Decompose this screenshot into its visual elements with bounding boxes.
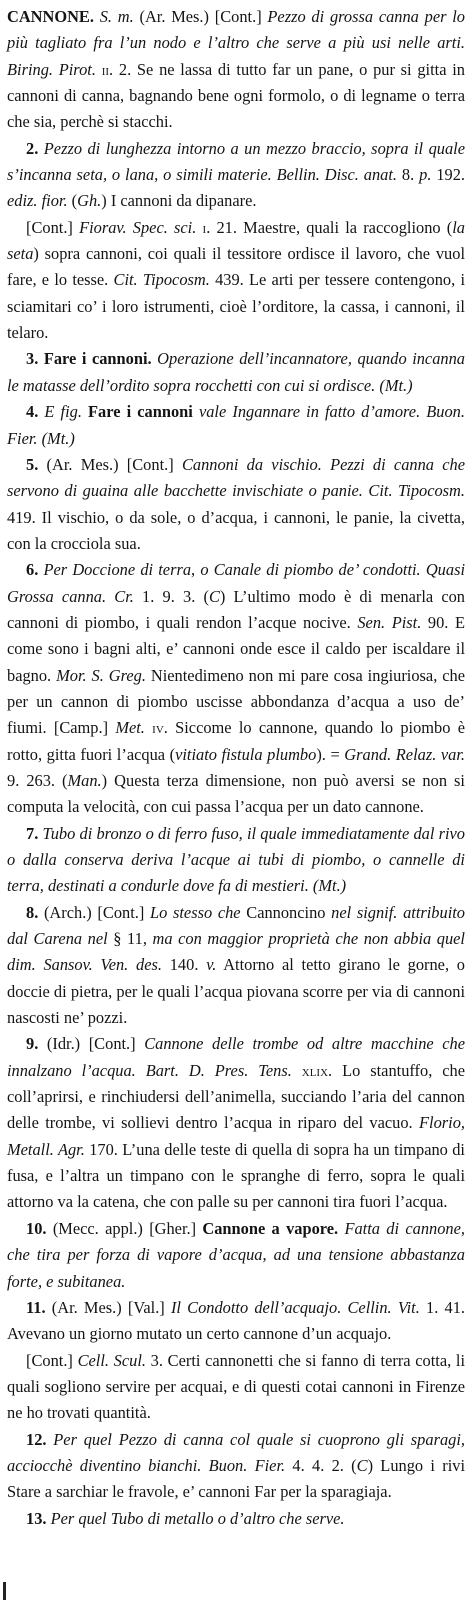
entry-italic-text: Cannone delle trombe od altre macchine che innalzano l’acqua. Bart. D. Pres. Tens. <box>7 1034 466 1080</box>
entry-text: 3. Certi cannonetti che si fanno di terra cotta, li quali sogliono servire per acquai, e di questi cotai cannoni in Firenze ne ho trovati quantità. <box>7 1350 465 1423</box>
entry-roman-numeral: iv <box>152 718 164 738</box>
entry-italic-text: Fiorav. Spec. sci. <box>79 217 197 237</box>
entry-italic-text: Fatta di cannone, che tira per forza di vapore d’acqua, ad una tensione abbastanza forte, e subitanea. <box>7 1218 465 1291</box>
entry-bold-text: 8. <box>26 902 39 922</box>
entry-roman-numeral: i <box>202 217 207 237</box>
entry-italic-text: C <box>356 1455 368 1475</box>
entry-text: Attorno al tetto girano le gorne, o doccie di pietra, per le quali l’acqua piovana scorre per via di cannoni nascosti ne’ pozzi. <box>7 955 465 1028</box>
entry-text: ) I cannoni da dipanare. <box>101 191 257 211</box>
entry-text: 419. Il vischio, o da sole, o d’acqua, i cannoni, le panie, la civetta, con la crocciola sua. <box>7 507 465 553</box>
entry-text: 4. 4. 2. ( <box>285 1455 357 1475</box>
entry-bold-text: 6. <box>26 560 39 580</box>
entry-italic-text: Pezzo di grossa canna per lo più tagliato fra l’un nodo e l’altro che serve a più usi nelle arti. Biring. Pirot. <box>7 7 465 79</box>
entry-italic-text: Mor. S. Greg. <box>56 665 146 685</box>
entry-text: 439. Le arti per tessere contengono, i sciamitari co’ i loro istrumenti, cioè l’orditore, la cassa, i cannoni, il telaro. <box>7 270 465 343</box>
entry-bold-text: 4. <box>26 402 39 422</box>
entry-text: (Ar. Mes.) [Cont.] <box>133 7 268 26</box>
entry-text: 140. <box>161 955 207 975</box>
sense-paragraph <box>7 900 465 1032</box>
entry-italic-text: Pezzo di lunghezza intorno a un mezzo braccio, sopra il quale s’incanna seta, o lana, o simili materie. Bellin. Disc. anat. <box>7 138 465 185</box>
entry-text: ) sopra cannoni, coi quali il tessitore ordisce il lavoro, che vuol fare, e lo tesse. <box>7 244 465 290</box>
entry-headword-paragraph <box>7 4 465 136</box>
entry-text: . Lo stantuffo, che coll’aprirsi, e rinchiudersi dell’animella, succiando l’aria del cannon delle trombe, vi sollievi dentro l’acqua in riparo del vacuo. <box>7 1060 465 1133</box>
sense-paragraph <box>7 821 465 900</box>
entry-italic-text: nel signif. attribuito dal Carena nel <box>7 902 465 949</box>
entry-text: [Cont.] <box>26 1350 78 1370</box>
entry-italic-text: Florio, Metall. Agr. <box>7 1113 465 1159</box>
entry-text: Nientedimeno non mi pare cosa ingiuriosa, che per un cannon di piombo uscisse abbondanza d’acqua a uso de’ fiumi. [Camp.] <box>7 665 465 738</box>
sense-paragraph <box>7 452 465 557</box>
entry-text: 8. <box>397 165 420 185</box>
entry-italic-text: p. <box>419 165 432 185</box>
entry-bold-text: 3. <box>26 349 39 369</box>
entry-italic-text: Grand. Relaz. var. <box>344 744 466 764</box>
entry-bold-text: Fare i cannoni <box>88 402 193 422</box>
entry-bold-text: 5. <box>26 454 39 474</box>
entry-italic-text: Per quel Tubo di metallo o d’altro che serve. <box>50 1508 345 1528</box>
entry-italic-text: S. m. <box>99 7 134 26</box>
entry-italic-text: Cit. Tipocosm. <box>113 270 210 290</box>
entry-italic-text: ediz. fior. <box>7 191 68 211</box>
entry-text: ) Questa terza dimensione, non può aversi se non si computa la velocità, con cui passa l’acqua per un dato cannone. <box>7 770 465 817</box>
entry-italic-text: Operazione dell’incannatore, quando incanna le matasse dell’ordito sopra rocchetti con cui si ordisce. (Mt.) <box>7 349 465 395</box>
sense-paragraph <box>7 399 465 452</box>
entry-italic-text: Il Condotto dell’acquajo. Cellin. Vit. <box>170 1297 420 1317</box>
entry-text: . 21. Maestre, quali la raccogliono ( <box>206 217 453 237</box>
entry-italic-text: o Canale di piombo de’ condotti. Quasi Grossa canna. Cr. <box>7 560 465 606</box>
entry-text: ) Lungo i rivi Stare a sarchiar le fravole, e’ cannoni Far per la sparagiaja. <box>7 1455 465 1502</box>
entry-text: . Siccome lo cannone, quando lo piombo è rotto, gitta fuori l’acqua ( <box>7 718 465 764</box>
entry-italic-text: ma con maggior proprietà che non abbia quel dim. Sansov. Ven. des. <box>7 929 465 975</box>
entry-text: § 11, <box>107 929 153 949</box>
entry-italic-text: vale Ingannare in fatto d’amore. Buon. Fier. (Mt.) <box>7 402 465 448</box>
entry-text: ( <box>67 191 78 211</box>
sense-paragraph <box>7 1506 465 1532</box>
entry-text: , <box>191 560 201 580</box>
sense-paragraph <box>7 1348 465 1427</box>
entry-italic-text: Met. <box>115 718 145 738</box>
entry-text: 170. L’una delle teste di quella di sopra ha un timpano di fusa, e l’altra un timpano con le spranghe di ferro, sopra le quali attorno va la catena, che con palle su per cannoni tira fuori l’acqua. <box>7 1139 465 1212</box>
entry-italic-text: la seta <box>7 217 465 264</box>
entry-bold-text: 11. <box>26 1297 46 1317</box>
entry-text: 1. 41. Avevano un giorno mutato un certo cannone d’un acquajo. <box>7 1297 466 1344</box>
entry-text: (Arch.) [Cont.] <box>38 902 150 922</box>
entry-italic-text: Cell. Scul. <box>77 1350 146 1370</box>
entry-italic-text: Sen. Pist. <box>357 612 422 632</box>
entry-bold-text: Cannone a vapore. <box>202 1218 339 1238</box>
entry-italic-text: Lo stesso che <box>150 902 241 922</box>
entry-bold-text: 13. <box>26 1508 47 1528</box>
entry-text: 9. 263. ( <box>7 770 68 790</box>
entry-text: (Idr.) [Cont.] <box>38 1034 145 1054</box>
sense-paragraph <box>7 136 465 215</box>
entry-roman-numeral: xlix <box>301 1060 329 1080</box>
entry-bold-text: 2. <box>26 138 39 158</box>
entry-italic-text: C <box>208 586 220 606</box>
entry-italic-text: Tubo di bronzo o di ferro fuso, il quale immediatamente dal rivo o dalla conserva deriva l’acque ai tubi di piombo, o cannelle di terra, destinati a condurle dove fa di mestieri. (Mt.) <box>7 823 465 896</box>
entry-column <box>7 4 465 1532</box>
entry-italic-text: Man. <box>67 770 102 790</box>
entry-text: 192. <box>431 165 465 185</box>
entry-text: (Mecc. appl.) [Gher.] <box>46 1218 203 1238</box>
entry-text <box>292 1061 302 1080</box>
entry-bold-text: Fare i cannoni. <box>43 349 152 369</box>
entry-text: . 2. Se ne lassa di tutto far un pane, o pur si gitta in cannoni di canna, bagnando bene ogni formolo, o di legname o terra che sia, perchè si stacchi. <box>7 59 465 132</box>
sense-paragraph <box>7 557 465 820</box>
entry-italic-text: E fig. <box>44 402 82 422</box>
entry-italic-text: vitiato fistula plumbo <box>175 744 317 764</box>
entry-italic-text: Cannoni da vischio. Pezzi di canna che servono di guaina alle bacchette invischiate o panie. Cit. Tipocosm. <box>7 454 465 501</box>
entry-text: ). = <box>316 744 345 764</box>
entry-italic-text: Per quel Pezzo di canna col quale si cuoprono gli sparagi, acciocchè diventino bianchi. Buon. Fier. <box>7 1429 465 1475</box>
entry-text: ) L’ultimo modo è di menarla con cannoni di piombo, i quali rendon l’acque nocive. <box>7 586 465 632</box>
entry-text: 90. E come sono i bagni alti, e’ cannoni onde esce il caldo per iscaldare il bagno. <box>7 612 465 685</box>
entry-bold-text: 12. <box>26 1429 47 1449</box>
sense-paragraph <box>7 1427 465 1506</box>
sense-paragraph <box>7 1295 465 1348</box>
entry-italic-text: v. <box>206 955 217 975</box>
sense-paragraph <box>7 1031 465 1215</box>
sense-paragraph <box>7 215 465 347</box>
entry-text: Cannoncino <box>240 902 332 922</box>
entry-italic-text: Gh. <box>77 191 102 211</box>
entry-text: 1. 9. 3. ( <box>133 586 209 606</box>
entry-text: [Cont.] <box>26 217 80 237</box>
sense-paragraph <box>7 1216 465 1295</box>
entry-bold-text: 7. <box>26 823 39 843</box>
entry-bold-text: CANNONE. <box>7 7 94 26</box>
entry-bold-text: 9. <box>26 1034 39 1054</box>
entry-text: (Ar. Mes.) [Cont.] <box>38 454 182 474</box>
margin-mark <box>3 1582 6 1600</box>
sense-paragraph <box>7 346 465 399</box>
entry-bold-text: 10. <box>26 1218 47 1238</box>
entry-roman-numeral: ii <box>101 59 110 79</box>
entry-text: (Ar. Mes.) [Val.] <box>45 1297 171 1317</box>
entry-italic-text: Per Doccione di terra <box>43 560 192 580</box>
